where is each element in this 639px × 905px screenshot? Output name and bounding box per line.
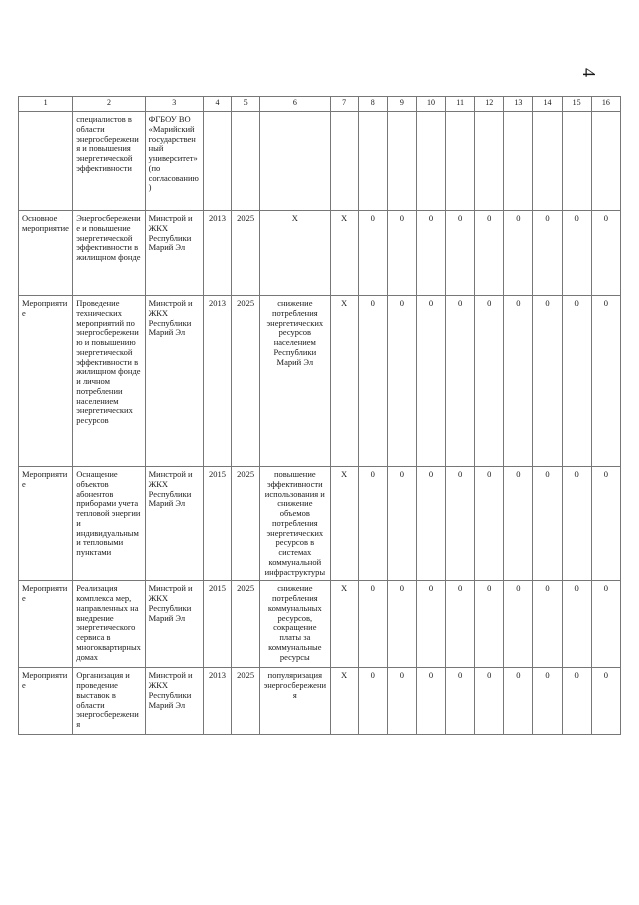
- start-year-cell: 2013: [203, 668, 231, 735]
- funding-value-cell: 0: [562, 467, 591, 581]
- indicator-cell: Х: [330, 296, 358, 467]
- funding-value-cell: 0: [387, 467, 416, 581]
- measure-type-cell: Мероприятие: [19, 581, 73, 668]
- funding-value-cell: 0: [504, 581, 533, 668]
- funding-value-cell: 0: [358, 296, 387, 467]
- column-number-3: 3: [145, 97, 203, 112]
- funding-value-cell: 0: [504, 668, 533, 735]
- funding-value-cell: 0: [446, 668, 475, 735]
- funding-value-cell: [562, 112, 591, 211]
- measures-table-container: [18, 96, 621, 876]
- funding-value-cell: 0: [475, 581, 504, 668]
- funding-value-cell: [533, 112, 562, 211]
- indicator-cell: Х: [330, 467, 358, 581]
- funding-value-cell: 0: [562, 296, 591, 467]
- funding-value-cell: 0: [446, 296, 475, 467]
- end-year-cell: 2025: [232, 668, 260, 735]
- funding-value-cell: 0: [475, 211, 504, 296]
- column-number-7: 7: [330, 97, 358, 112]
- funding-value-cell: [475, 112, 504, 211]
- table-row: [19, 296, 621, 467]
- page-number: 4: [579, 68, 599, 77]
- column-number-6: 6: [260, 97, 330, 112]
- funding-value-cell: 0: [533, 668, 562, 735]
- funding-value-cell: 0: [446, 581, 475, 668]
- funding-value-cell: 0: [358, 467, 387, 581]
- table-row: [19, 668, 621, 735]
- expected-result-cell: снижение потребления энергетических ресурсов населением Республики Марий Эл: [260, 296, 330, 467]
- end-year-cell: 2025: [232, 211, 260, 296]
- funding-value-cell: 0: [591, 211, 620, 296]
- funding-value-cell: [358, 112, 387, 211]
- funding-value-cell: [591, 112, 620, 211]
- end-year-cell: 2025: [232, 296, 260, 467]
- funding-value-cell: 0: [416, 296, 445, 467]
- funding-value-cell: 0: [533, 296, 562, 467]
- funding-value-cell: 0: [591, 581, 620, 668]
- funding-value-cell: [446, 112, 475, 211]
- funding-value-cell: [504, 112, 533, 211]
- executor-cell: Минстрой и ЖКХ Республики Марий Эл: [145, 581, 203, 668]
- measure-name-cell: специалистов в области энергосбережения и повышения энергетической эффективности: [73, 112, 145, 211]
- funding-value-cell: 0: [591, 668, 620, 735]
- column-number-9: 9: [387, 97, 416, 112]
- measure-name-cell: Реализация комплекса мер, направленных на внедрение энергетического сервиса в многоквартирных домах: [73, 581, 145, 668]
- column-number-header-row: [19, 97, 621, 112]
- funding-value-cell: 0: [416, 211, 445, 296]
- funding-value-cell: 0: [475, 668, 504, 735]
- column-number-11: 11: [446, 97, 475, 112]
- measures-table: [18, 96, 621, 735]
- funding-value-cell: 0: [504, 467, 533, 581]
- funding-value-cell: 0: [562, 211, 591, 296]
- expected-result-cell: снижение потребления коммунальных ресурсов, сокращение платы за коммунальные ресурсы: [260, 581, 330, 668]
- funding-value-cell: 0: [533, 467, 562, 581]
- measure-type-cell: Основное мероприятие: [19, 211, 73, 296]
- end-year-cell: 2025: [232, 467, 260, 581]
- funding-value-cell: 0: [562, 668, 591, 735]
- expected-result-cell: популяризация энергосбережения: [260, 668, 330, 735]
- table-row: [19, 211, 621, 296]
- measure-name-cell: Организация и проведение выставок в области энергосбережения: [73, 668, 145, 735]
- column-number-8: 8: [358, 97, 387, 112]
- funding-value-cell: [387, 112, 416, 211]
- indicator-cell: Х: [330, 581, 358, 668]
- executor-cell: Минстрой и ЖКХ Республики Марий Эл: [145, 467, 203, 581]
- table-row: [19, 112, 621, 211]
- start-year-cell: 2015: [203, 467, 231, 581]
- measure-type-cell: Мероприятие: [19, 467, 73, 581]
- column-number-13: 13: [504, 97, 533, 112]
- executor-cell: Минстрой и ЖКХ Республики Марий Эл: [145, 668, 203, 735]
- expected-result-cell: повышение эффективности использования и снижение объемов потребления энергетических ресурсов в системах коммунальной инфраструктуры: [260, 467, 330, 581]
- column-number-14: 14: [533, 97, 562, 112]
- table-row: [19, 581, 621, 668]
- table-row: [19, 467, 621, 581]
- column-number-1: 1: [19, 97, 73, 112]
- funding-value-cell: 0: [387, 296, 416, 467]
- funding-value-cell: [416, 112, 445, 211]
- funding-value-cell: 0: [562, 581, 591, 668]
- funding-value-cell: 0: [533, 581, 562, 668]
- column-number-15: 15: [562, 97, 591, 112]
- funding-value-cell: 0: [416, 467, 445, 581]
- table-body: [19, 112, 621, 735]
- indicator-cell: Х: [330, 668, 358, 735]
- funding-value-cell: 0: [358, 211, 387, 296]
- column-number-5: 5: [232, 97, 260, 112]
- column-number-12: 12: [475, 97, 504, 112]
- column-number-16: 16: [591, 97, 620, 112]
- start-year-cell: [203, 112, 231, 211]
- measure-type-cell: Мероприятие: [19, 296, 73, 467]
- end-year-cell: 2025: [232, 581, 260, 668]
- expected-result-cell: Х: [260, 211, 330, 296]
- expected-result-cell: [260, 112, 330, 211]
- column-number-2: 2: [73, 97, 145, 112]
- column-number-10: 10: [416, 97, 445, 112]
- start-year-cell: 2013: [203, 211, 231, 296]
- indicator-cell: Х: [330, 211, 358, 296]
- funding-value-cell: 0: [358, 668, 387, 735]
- start-year-cell: 2015: [203, 581, 231, 668]
- funding-value-cell: 0: [387, 668, 416, 735]
- funding-value-cell: 0: [475, 296, 504, 467]
- funding-value-cell: 0: [533, 211, 562, 296]
- funding-value-cell: 0: [446, 467, 475, 581]
- measure-type-cell: Мероприятие: [19, 668, 73, 735]
- measure-type-cell: [19, 112, 73, 211]
- funding-value-cell: 0: [475, 467, 504, 581]
- measure-name-cell: Энергосбережение и повышение энергетической эффективности в жилищном фонде: [73, 211, 145, 296]
- funding-value-cell: 0: [446, 211, 475, 296]
- funding-value-cell: 0: [358, 581, 387, 668]
- funding-value-cell: 0: [504, 296, 533, 467]
- funding-value-cell: 0: [387, 581, 416, 668]
- funding-value-cell: 0: [416, 668, 445, 735]
- indicator-cell: [330, 112, 358, 211]
- funding-value-cell: 0: [387, 211, 416, 296]
- end-year-cell: [232, 112, 260, 211]
- funding-value-cell: 0: [591, 467, 620, 581]
- executor-cell: ФГБОУ ВО «Марийский государственный университет» (по согласованию): [145, 112, 203, 211]
- start-year-cell: 2013: [203, 296, 231, 467]
- measure-name-cell: Оснащение объектов абонентов приборами учета тепловой энергии и индивидуальными тепловыми пунктами: [73, 467, 145, 581]
- column-number-4: 4: [203, 97, 231, 112]
- funding-value-cell: 0: [591, 296, 620, 467]
- funding-value-cell: 0: [416, 581, 445, 668]
- measure-name-cell: Проведение технических мероприятий по энергосбережению и повышению энергетической эффективности в жилищном фонде и личном потреблении населением энергетических ресурсов: [73, 296, 145, 467]
- executor-cell: Минстрой и ЖКХ Республики Марий Эл: [145, 211, 203, 296]
- executor-cell: Минстрой и ЖКХ Республики Марий Эл: [145, 296, 203, 467]
- funding-value-cell: 0: [504, 211, 533, 296]
